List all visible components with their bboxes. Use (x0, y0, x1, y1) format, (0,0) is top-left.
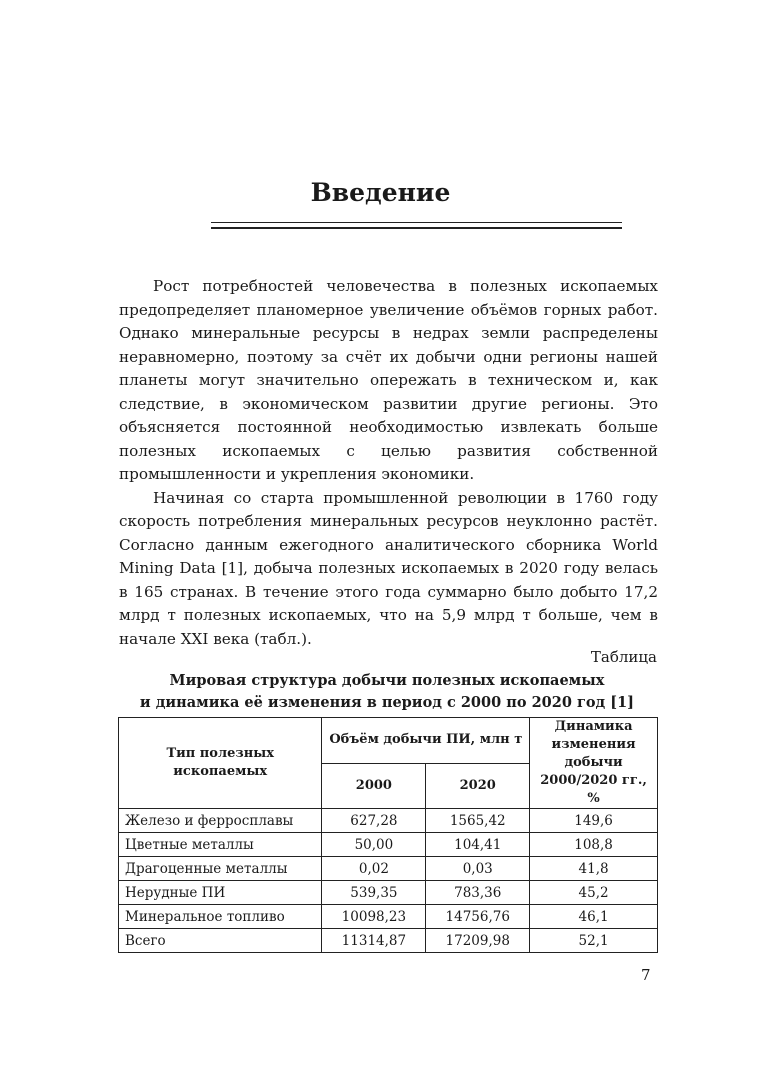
header-volume: Объём добычи ПИ, млн т (322, 718, 530, 764)
page-number: 7 (641, 966, 651, 984)
cell-dynamics: 46,1 (530, 905, 658, 929)
cell-2000: 627,28 (322, 809, 426, 833)
title-rule-thick (211, 227, 622, 229)
cell-2000: 0,02 (322, 857, 426, 881)
paragraph-1: Рост потребностей человечества в полезных ископаемых предопределяет планомерное увеличение объёмов горных работ. Однако минеральные ресурсы в недрах земли распределены неравномерно, поэтому за счёт их добычи одни регионы нашей планеты могут значительно опережать в техническом и, как следствие, в экономическом развитии другие регионы. Это объясняется постоянной необходимостью извлекать больше полезных ископаемых с целью развития собственной промышленности и укрепления экономики. (119, 277, 658, 483)
table-row (119, 905, 658, 929)
paragraph-2: Начиная со старта промышленной революции в 1760 году скорость потребления минеральных ресурсов неуклонно растёт. Согласно данным ежегодного аналитического сборника World Mining Data [1], добыча полезных ископаемых в 2020 году велась в 165 странах. В течение этого года суммарно было добыто 17,2 млрд т полезных ископаемых, что на 5,9 млрд т больше, чем в начале XXI века (табл.). (119, 488, 658, 648)
cell-dynamics: 41,8 (530, 857, 658, 881)
body-text (119, 275, 658, 651)
table-row (119, 833, 658, 857)
cell-2020: 783,36 (426, 881, 530, 905)
cell-2020: 17209,98 (426, 929, 530, 953)
cell-2020: 0,03 (426, 857, 530, 881)
table-row (119, 929, 658, 953)
cell-2000: 11314,87 (322, 929, 426, 953)
header-type: Тип полезных ископаемых (119, 718, 322, 809)
cell-name: Всего (119, 929, 322, 953)
header-dynamics: Динамика изменения добычи 2000/2020 гг., % (530, 718, 658, 809)
table-row (119, 809, 658, 833)
table-title-line-1: Мировая структура добычи полезных ископаемых (169, 672, 605, 689)
title-rule-thin (211, 222, 622, 223)
cell-dynamics: 149,6 (530, 809, 658, 833)
cell-2020: 1565,42 (426, 809, 530, 833)
cell-name: Железо и ферросплавы (119, 809, 322, 833)
cell-2000: 10098,23 (322, 905, 426, 929)
cell-2000: 50,00 (322, 833, 426, 857)
data-table (118, 717, 658, 953)
page-title: Введение (310, 178, 451, 207)
cell-2020: 104,41 (426, 833, 530, 857)
table-title-line-2: и динамика её изменения в период с 2000 по 2020 год [1] (139, 694, 635, 711)
table-header-row (119, 718, 658, 764)
header-year-2000: 2000 (322, 763, 426, 809)
table-row (119, 881, 658, 905)
cell-2000: 539,35 (322, 881, 426, 905)
cell-name: Цветные металлы (119, 833, 322, 857)
cell-dynamics: 108,8 (530, 833, 658, 857)
cell-dynamics: 52,1 (530, 929, 658, 953)
table-row (119, 857, 658, 881)
cell-name: Драгоценные металлы (119, 857, 322, 881)
cell-dynamics: 45,2 (530, 881, 658, 905)
cell-name: Нерудные ПИ (119, 881, 322, 905)
table-label: Таблица (590, 648, 657, 666)
cell-2020: 14756,76 (426, 905, 530, 929)
header-year-2020: 2020 (426, 763, 530, 809)
cell-name: Минеральное топливо (119, 905, 322, 929)
table-title (90, 670, 684, 714)
